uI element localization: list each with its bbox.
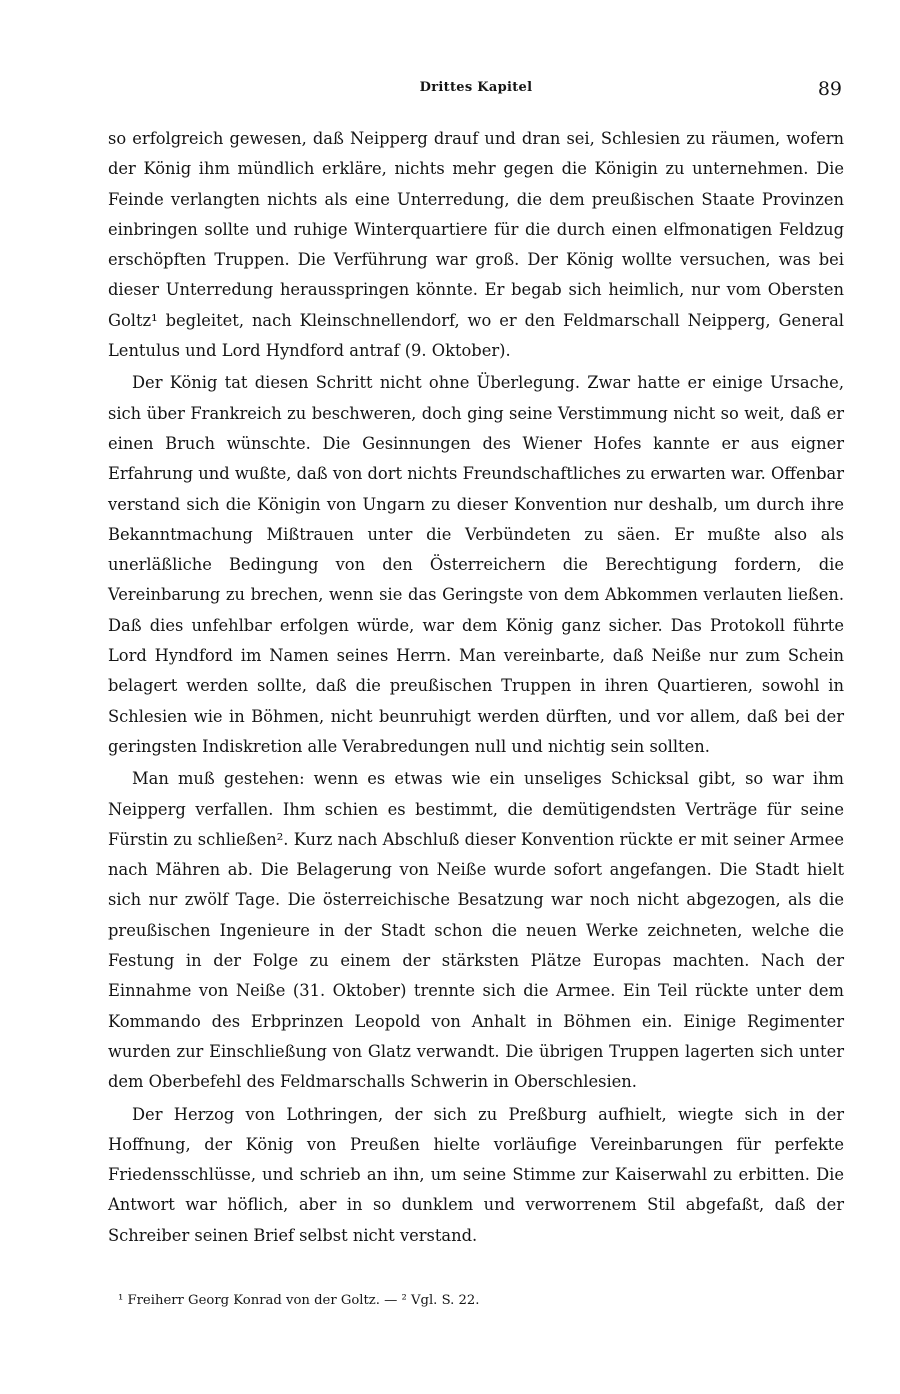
body-text [108, 124, 844, 1251]
paragraph-2: Der König tat diesen Schritt nicht ohne Überlegung. Zwar hatte er einige Ursache, sich über Frankreich zu beschweren, doch ging seine Verstimmung nicht so weit, daß er einen Bruch wünschte. Die Gesinnungen des Wiener Hofes kannte er aus eigner Erfahrung und wußte, daß von dort nichts Freundschaftliches zu erwarten war. Offenbar verstand sich die Königin von Ungarn zu dieser Konvention nur deshalb, um durch ihre Bekanntmachung Mißtrauen unter die Verbündeten zu säen. Er mußte also als unerläßliche Bedingung von den Österreichern die Berechtigung fordern, die Vereinbarung zu brechen, wenn sie das Geringste von dem Abkommen verlauten ließen. Daß dies unfehlbar erfolgen würde, war dem König ganz sicher. Das Protokoll führte Lord Hyndford im Namen seines Herrn. Man vereinbarte, daß Neiße nur zum Schein belagert werden sollte, daß die preußischen Truppen in ihren Quartieren, sowohl in Schlesien wie in Böhmen, nicht beunruhigt werden dürften, und vor allem, daß bei der geringsten Indiskretion alle Verabredungen null und nichtig sein sollten. [108, 373, 844, 756]
footnote-line: ¹ Freiherr Georg Konrad von der Goltz. — ² Vgl. S. 22. [118, 1293, 480, 1308]
running-head [108, 78, 844, 102]
paragraph-3: Man muß gestehen: wenn es etwas wie ein unseliges Schicksal gibt, so war ihm Neipperg verfallen. Ihm schien es bestimmt, die demütigendsten Verträge für seine Fürstin zu schließen². Kurz nach Abschluß dieser Konvention rückte er mit seiner Armee nach Mähren ab. Die Belagerung von Neiße wurde sofort angefangen. Die Stadt hielt sich nur zwölf Tage. Die österreichische Besatzung war noch nicht abgezogen, als die preußischen Ingenieure in der Stadt schon die neuen Werke zeichneten, welche die Festung in der Folge zu einem der stärksten Plätze Europas machten. Nach der Einnahme von Neiße (31. Oktober) trennte sich die Armee. Ein Teil rückte unter dem Kommando des Erbprinzen Leopold von Anhalt in Böhmen ein. Einige Regimenter wurden zur Einschließung von Glatz verwandt. Die übrigen Truppen lagerten sich unter dem Oberbefehl des Feldmarschalls Schwerin in Oberschlesien. [108, 769, 844, 1092]
paragraph-1: so erfolgreich gewesen, daß Neipperg drauf und dran sei, Schlesien zu räumen, wofern der König ihm mündlich erkläre, nichts mehr gegen die Königin zu unternehmen. Die Feinde verlangten nichts als eine Unterredung, die dem preußischen Staate Provinzen einbringen sollte und ruhige Winterquartiere für die durch einen elfmonatigen Feldzug erschöpften Truppen. Die Verführung war groß. Der König wollte versuchen, was bei dieser Unterredung herausspringen könnte. Er begab sich heimlich, nur vom Obersten Goltz¹ begleitet, nach Kleinschnellendorf, wo er den Feldmarschall Neipperg, General Lentulus und Lord Hyndford antraf (9. Oktober). [108, 129, 844, 361]
footnotes [118, 1291, 838, 1311]
paragraph-4: Der Herzog von Lothringen, der sich zu Preßburg aufhielt, wiegte sich in der Hoffnung, der König von Preußen hielte vorläufige Vereinbarungen für perfekte Friedensschlüsse, und schrieb an ihn, um seine Stimme zur Kaiserwahl zu erbitten. Die Antwort war höflich, aber in so dunklem und verworrenem Stil abgefaßt, daß der Schreiber seinen Brief selbst nicht verstand. [108, 1104, 844, 1245]
chapter-running-title: Drittes Kapitel [419, 80, 533, 95]
page-number: 89 [817, 78, 842, 100]
